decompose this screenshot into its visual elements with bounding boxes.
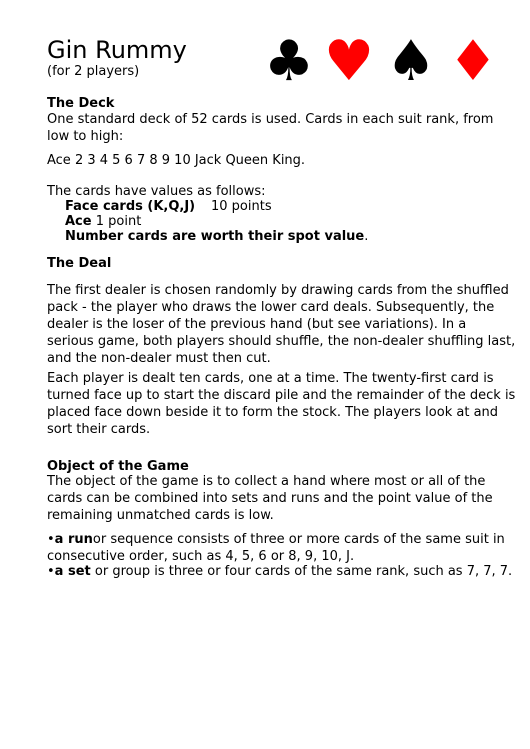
set-definition	[47, 563, 517, 580]
suit-symbols	[262, 29, 522, 94]
run-label: a run	[54, 532, 93, 547]
diamond-icon: ♦	[447, 29, 499, 94]
ace-label: Ace	[65, 214, 92, 229]
page-subtitle: (for 2 players)	[47, 64, 140, 79]
face-card-value: 10 points	[211, 199, 272, 214]
run-bullet: •	[47, 532, 55, 547]
spade-icon: ♠	[385, 29, 437, 94]
number-card-row	[47, 228, 530, 245]
set-label: a set	[54, 564, 91, 579]
ace-value: 1 point	[95, 214, 142, 229]
values-intro: The cards have values as follows:	[47, 184, 266, 199]
deal-heading: The Deal	[47, 256, 112, 271]
page-title: Gin Rummy	[47, 36, 187, 64]
deck-intro: One standard deck of 52 cards is used. Cards in each suit rank, from low to high:	[47, 112, 494, 144]
number-card-text: Number cards are worth their spot value	[65, 229, 365, 244]
face-card-label: Face cards (K,Q,J)	[65, 199, 196, 214]
deck-ranks: Ace 2 3 4 5 6 7 8 9 10 Jack Queen King.	[47, 153, 306, 168]
deal-paragraph-2: Each player is dealt ten cards, one at a time. The twenty-first card is turned face up to start the discard pile and the remainder of the deck is placed face down beside it to form the stock. The players look at and sort their cards.	[47, 371, 516, 437]
heart-icon: ♥	[323, 29, 375, 94]
set-bullet: •	[47, 564, 55, 579]
object-paragraph: The object of the game is to collect a hand where most or all of the cards can be combined into sets and runs and the point value of the remaining unmatched cards is low.	[47, 474, 493, 523]
number-card-end: .	[364, 229, 369, 244]
object-heading: Object of the Game	[47, 459, 189, 474]
deck-heading: The Deck	[47, 96, 115, 111]
set-text: or group is three or four cards of the same rank, such as 7, 7, 7.	[90, 564, 513, 579]
run-text: or sequence consists of three or more cards of the same suit in consecutive order, such as 4, 5, 6 or 8, 9, 10, J.	[47, 532, 505, 564]
club-icon: ♣	[263, 29, 315, 94]
run-definition	[47, 531, 517, 565]
deal-paragraph-1: The first dealer is chosen randomly by drawing cards from the shuffled pack - the player who draws the lower card deals. Subsequently, the dealer is the loser of the previous hand (but see variations). In a serious game, both players should shuffle, the non-dealer shuffling last, and the non-dealer must then cut.	[47, 283, 516, 366]
